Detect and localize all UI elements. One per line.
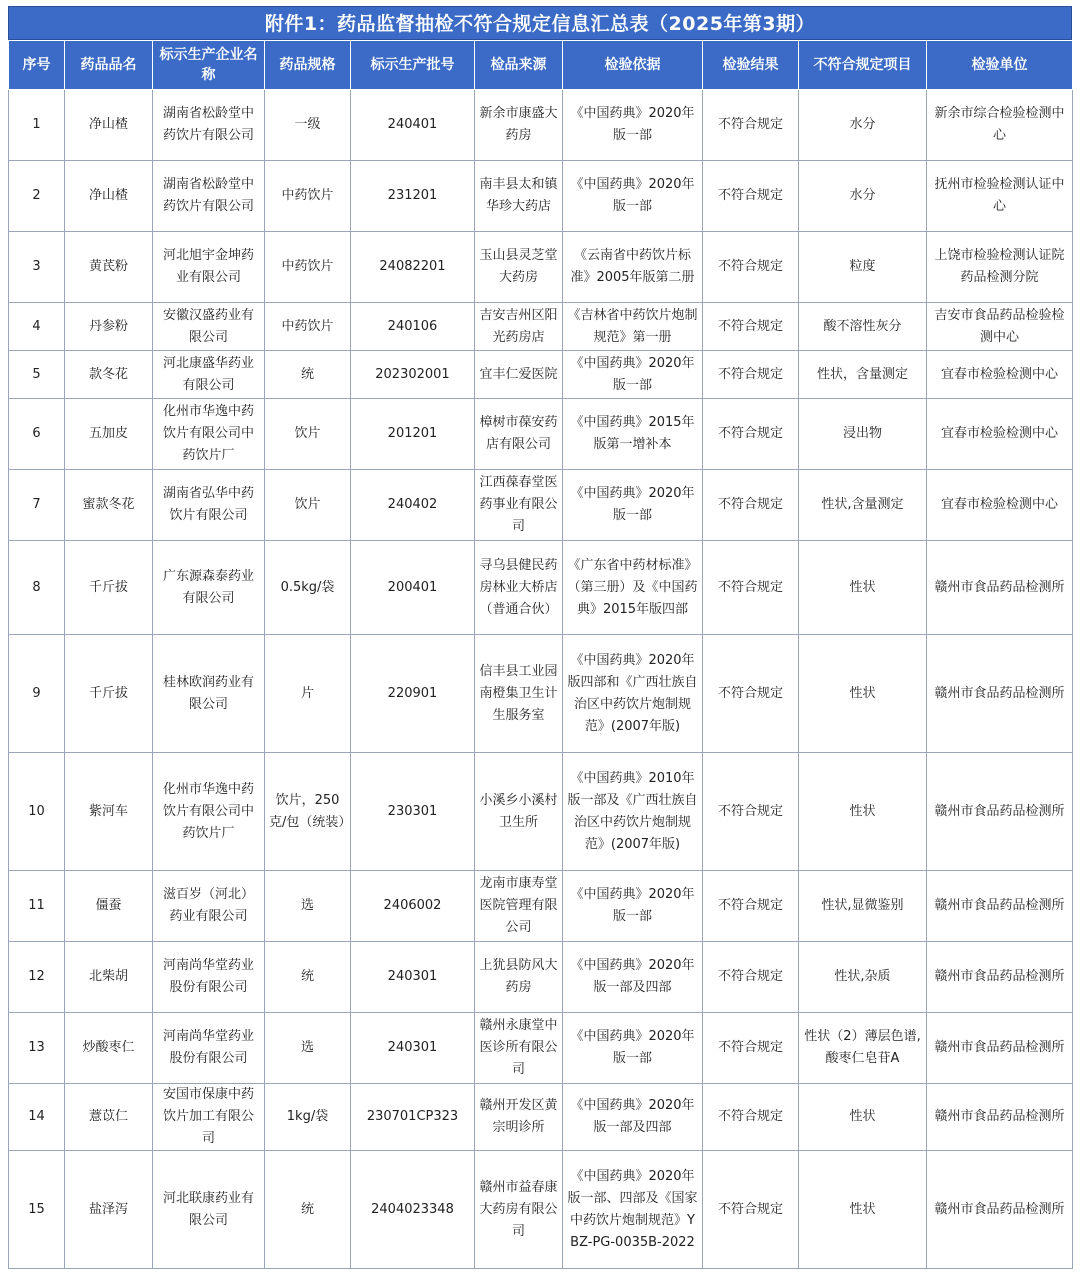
table-cell: 紫河车: [65, 753, 153, 871]
table-cell: 北柴胡: [65, 942, 153, 1013]
table-cell: 240402: [351, 470, 475, 541]
table-cell: 10: [9, 753, 65, 871]
table-cell: 240301: [351, 1013, 475, 1084]
table-cell: 新余市康盛大药房: [475, 90, 563, 161]
table-cell: 化州市华逸中药饮片有限公司中药饮片厂: [153, 399, 265, 470]
table-cell: 不符合规定: [703, 1151, 799, 1269]
table-cell: 酸不溶性灰分: [799, 303, 927, 351]
table-cell: 6: [9, 399, 65, 470]
table-cell: 《中国药典》2020年版一部: [563, 351, 703, 399]
table-cell: 9: [9, 635, 65, 753]
table-cell: 《吉林省中药饮片炮制规范》第一册: [563, 303, 703, 351]
table-cell: 滋百岁（河北）药业有限公司: [153, 871, 265, 942]
table-cell: 240401: [351, 90, 475, 161]
table-cell: 中药饮片: [265, 161, 351, 232]
table-cell: 宜春市检验检测中心: [927, 470, 1073, 541]
table-cell: 200401: [351, 541, 475, 635]
table-cell: 玉山县灵芝堂大药房: [475, 232, 563, 303]
table-cell: 抚州市检验检测认证中心: [927, 161, 1073, 232]
table-row: [9, 399, 1073, 470]
table-cell: 樟树市葆安药店有限公司: [475, 399, 563, 470]
table-cell: 选: [265, 871, 351, 942]
header-cell: 药品品名: [65, 41, 153, 90]
table-cell: 性状: [799, 541, 927, 635]
table-cell: 不符合规定: [703, 635, 799, 753]
table-row: [9, 232, 1073, 303]
header-cell: 检品来源: [475, 41, 563, 90]
table-row: [9, 351, 1073, 399]
table-cell: 五加皮: [65, 399, 153, 470]
table-cell: 《中国药典》2020年版一部: [563, 871, 703, 942]
table-cell: 统: [265, 942, 351, 1013]
table-cell: 千斤拔: [65, 635, 153, 753]
table-cell: 净山楂: [65, 90, 153, 161]
table-cell: 龙南市康寿堂医院管理有限公司: [475, 871, 563, 942]
table-cell: 240106: [351, 303, 475, 351]
table-cell: 赣州市食品药品检测所: [927, 753, 1073, 871]
table-cell: 8: [9, 541, 65, 635]
table-cell: 中药饮片: [265, 232, 351, 303]
header-cell: 标示生产企业名称: [153, 41, 265, 90]
table-cell: 230301: [351, 753, 475, 871]
table-cell: 吉安吉州区阳光药房店: [475, 303, 563, 351]
table-cell: 不符合规定: [703, 942, 799, 1013]
table-cell: 中药饮片: [265, 303, 351, 351]
table-cell: 黄芪粉: [65, 232, 153, 303]
table-cell: 1kg/袋: [265, 1084, 351, 1151]
table-cell: 《中国药典》2020年版一部、四部及《国家中药饮片炮制规范》YBZ-PG-0035B-2022: [563, 1151, 703, 1269]
table-cell: 湖南省松龄堂中药饮片有限公司: [153, 161, 265, 232]
nonconformity-table: [8, 40, 1073, 1269]
table-cell: 僵蚕: [65, 871, 153, 942]
table-cell: 性状（2）薄层色谱,酸枣仁皂苷A: [799, 1013, 927, 1084]
table-cell: 不符合规定: [703, 470, 799, 541]
table-cell: 湖南省弘华中药饮片有限公司: [153, 470, 265, 541]
table-cell: 粒度: [799, 232, 927, 303]
table-cell: 12: [9, 942, 65, 1013]
table-cell: 赣州开发区黄宗明诊所: [475, 1084, 563, 1151]
table-cell: 不符合规定: [703, 753, 799, 871]
table-cell: 15: [9, 1151, 65, 1269]
table-row: [9, 871, 1073, 942]
table-cell: 不符合规定: [703, 1013, 799, 1084]
table-cell: 不符合规定: [703, 90, 799, 161]
table-cell: 河北联康药业有限公司: [153, 1151, 265, 1269]
table-cell: 宜春市检验检测中心: [927, 351, 1073, 399]
table-cell: 赣州市食品药品检测所: [927, 1013, 1073, 1084]
table-cell: 性状,含量测定: [799, 470, 927, 541]
table-cell: 《中国药典》2010年版一部及《广西壮族自治区中药饮片炮制规范》(2007年版): [563, 753, 703, 871]
table-cell: 浸出物: [799, 399, 927, 470]
table-cell: 赣州市食品药品检测所: [927, 1151, 1073, 1269]
page-title: 附件1：药品监督抽检不符合规定信息汇总表（2025年第3期）: [8, 6, 1072, 40]
table-cell: 220901: [351, 635, 475, 753]
header-cell: 检验单位: [927, 41, 1073, 90]
table-cell: 不符合规定: [703, 871, 799, 942]
table-row: [9, 161, 1073, 232]
table-cell: 《中国药典》2020年版一部及四部: [563, 942, 703, 1013]
table-cell: 240301: [351, 942, 475, 1013]
table-cell: 不符合规定: [703, 161, 799, 232]
table-cell: 231201: [351, 161, 475, 232]
table-cell: 性状,显微鉴别: [799, 871, 927, 942]
table-cell: 上犹县防风大药房: [475, 942, 563, 1013]
table-cell: 饮片: [265, 399, 351, 470]
table-cell: 14: [9, 1084, 65, 1151]
table-cell: 水分: [799, 90, 927, 161]
table-cell: 千斤拔: [65, 541, 153, 635]
table-cell: 不符合规定: [703, 303, 799, 351]
table-cell: 化州市华逸中药饮片有限公司中药饮片厂: [153, 753, 265, 871]
table-row: [9, 1084, 1073, 1151]
table-row: [9, 303, 1073, 351]
table-cell: 河北康盛华药业有限公司: [153, 351, 265, 399]
table-cell: 赣州市食品药品检测所: [927, 942, 1073, 1013]
table-cell: 赣州永康堂中医诊所有限公司: [475, 1013, 563, 1084]
table-cell: 性状: [799, 635, 927, 753]
table-cell: 不符合规定: [703, 351, 799, 399]
header-cell: 检验依据: [563, 41, 703, 90]
table-cell: 202302001: [351, 351, 475, 399]
table-cell: 一级: [265, 90, 351, 161]
table-cell: 选: [265, 1013, 351, 1084]
table-cell: 统: [265, 1151, 351, 1269]
table-cell: 《云南省中药饮片标准》2005年版第二册: [563, 232, 703, 303]
table-cell: 广东源森泰药业有限公司: [153, 541, 265, 635]
table-cell: 《中国药典》2020年版一部: [563, 161, 703, 232]
table-cell: 河南尚华堂药业股份有限公司: [153, 942, 265, 1013]
header-row: [9, 41, 1073, 90]
table-cell: 2406002: [351, 871, 475, 942]
table-cell: 《中国药典》2020年版一部: [563, 470, 703, 541]
table-cell: 赣州市食品药品检测所: [927, 871, 1073, 942]
table-cell: 蜜款冬花: [65, 470, 153, 541]
table-cell: 24082201: [351, 232, 475, 303]
table-cell: 片: [265, 635, 351, 753]
table-cell: 款冬花: [65, 351, 153, 399]
table-cell: 1: [9, 90, 65, 161]
table-cell: 桂林欧润药业有限公司: [153, 635, 265, 753]
table-cell: 不符合规定: [703, 1084, 799, 1151]
table-cell: 230701CP323: [351, 1084, 475, 1151]
table-cell: 2: [9, 161, 65, 232]
table-cell: 安国市保康中药饮片加工有限公司: [153, 1084, 265, 1151]
table-cell: 赣州市食品药品检测所: [927, 1084, 1073, 1151]
table-cell: 统: [265, 351, 351, 399]
table-cell: 性状: [799, 753, 927, 871]
table-cell: 0.5kg/袋: [265, 541, 351, 635]
table-cell: 《广东省中药材标准》（第三册）及《中国药典》2015年版四部: [563, 541, 703, 635]
table-cell: 盐泽泻: [65, 1151, 153, 1269]
table-cell: 7: [9, 470, 65, 541]
table-row: [9, 1013, 1073, 1084]
table-cell: 河北旭宇金坤药业有限公司: [153, 232, 265, 303]
table-row: [9, 90, 1073, 161]
table-cell: 性状,杂质: [799, 942, 927, 1013]
table-cell: 13: [9, 1013, 65, 1084]
table-cell: 江西葆春堂医药事业有限公司: [475, 470, 563, 541]
table-cell: 南丰县太和镇华珍大药店: [475, 161, 563, 232]
table-cell: 不符合规定: [703, 399, 799, 470]
table-cell: 安徽汉盛药业有限公司: [153, 303, 265, 351]
table-row: [9, 470, 1073, 541]
table-cell: 3: [9, 232, 65, 303]
table-row: [9, 753, 1073, 871]
table-cell: 性状: [799, 1151, 927, 1269]
table-cell: 2404023348: [351, 1151, 475, 1269]
table-cell: 《中国药典》2020年版一部及四部: [563, 1084, 703, 1151]
table-cell: 201201: [351, 399, 475, 470]
table-cell: 净山楂: [65, 161, 153, 232]
table-cell: 宜春市检验检测中心: [927, 399, 1073, 470]
table-cell: 寻乌县健民药房林业大桥店（普通合伙）: [475, 541, 563, 635]
table-cell: 不符合规定: [703, 541, 799, 635]
table-cell: 赣州市食品药品检测所: [927, 635, 1073, 753]
table-row: [9, 541, 1073, 635]
table-cell: 小溪乡小溪村卫生所: [475, 753, 563, 871]
table-cell: 饮片，250克/包（统装）: [265, 753, 351, 871]
table-cell: 河南尚华堂药业股份有限公司: [153, 1013, 265, 1084]
table-cell: 水分: [799, 161, 927, 232]
table-cell: 性状，含量测定: [799, 351, 927, 399]
header-cell: 序号: [9, 41, 65, 90]
header-cell: 不符合规定项目: [799, 41, 927, 90]
table-cell: 炒酸枣仁: [65, 1013, 153, 1084]
header-cell: 标示生产批号: [351, 41, 475, 90]
table-cell: 上饶市检验检测认证院药品检测分院: [927, 232, 1073, 303]
table-cell: 新余市综合检验检测中心: [927, 90, 1073, 161]
table-cell: 11: [9, 871, 65, 942]
table-cell: 信丰县工业园南橙集卫生计生服务室: [475, 635, 563, 753]
table-cell: 5: [9, 351, 65, 399]
document: [8, 6, 1072, 1269]
table-row: [9, 635, 1073, 753]
table-cell: 《中国药典》2020年版四部和《广西壮族自治区中药饮片炮制规范》(2007年版): [563, 635, 703, 753]
table-cell: 《中国药典》2015年版第一增补本: [563, 399, 703, 470]
table-cell: 《中国药典》2020年版一部: [563, 90, 703, 161]
header-cell: 药品规格: [265, 41, 351, 90]
header-cell: 检验结果: [703, 41, 799, 90]
table-cell: 薏苡仁: [65, 1084, 153, 1151]
table-cell: 《中国药典》2020年版一部: [563, 1013, 703, 1084]
table-cell: 饮片: [265, 470, 351, 541]
table-cell: 4: [9, 303, 65, 351]
table-cell: 赣州市益春康大药房有限公司: [475, 1151, 563, 1269]
table-cell: 赣州市食品药品检测所: [927, 541, 1073, 635]
table-row: [9, 942, 1073, 1013]
table-cell: 不符合规定: [703, 232, 799, 303]
table-cell: 湖南省松龄堂中药饮片有限公司: [153, 90, 265, 161]
table-row: [9, 1151, 1073, 1269]
table-cell: 宜丰仁爱医院: [475, 351, 563, 399]
table-cell: 性状: [799, 1084, 927, 1151]
table-cell: 丹参粉: [65, 303, 153, 351]
table-cell: 吉安市食品药品检验检测中心: [927, 303, 1073, 351]
